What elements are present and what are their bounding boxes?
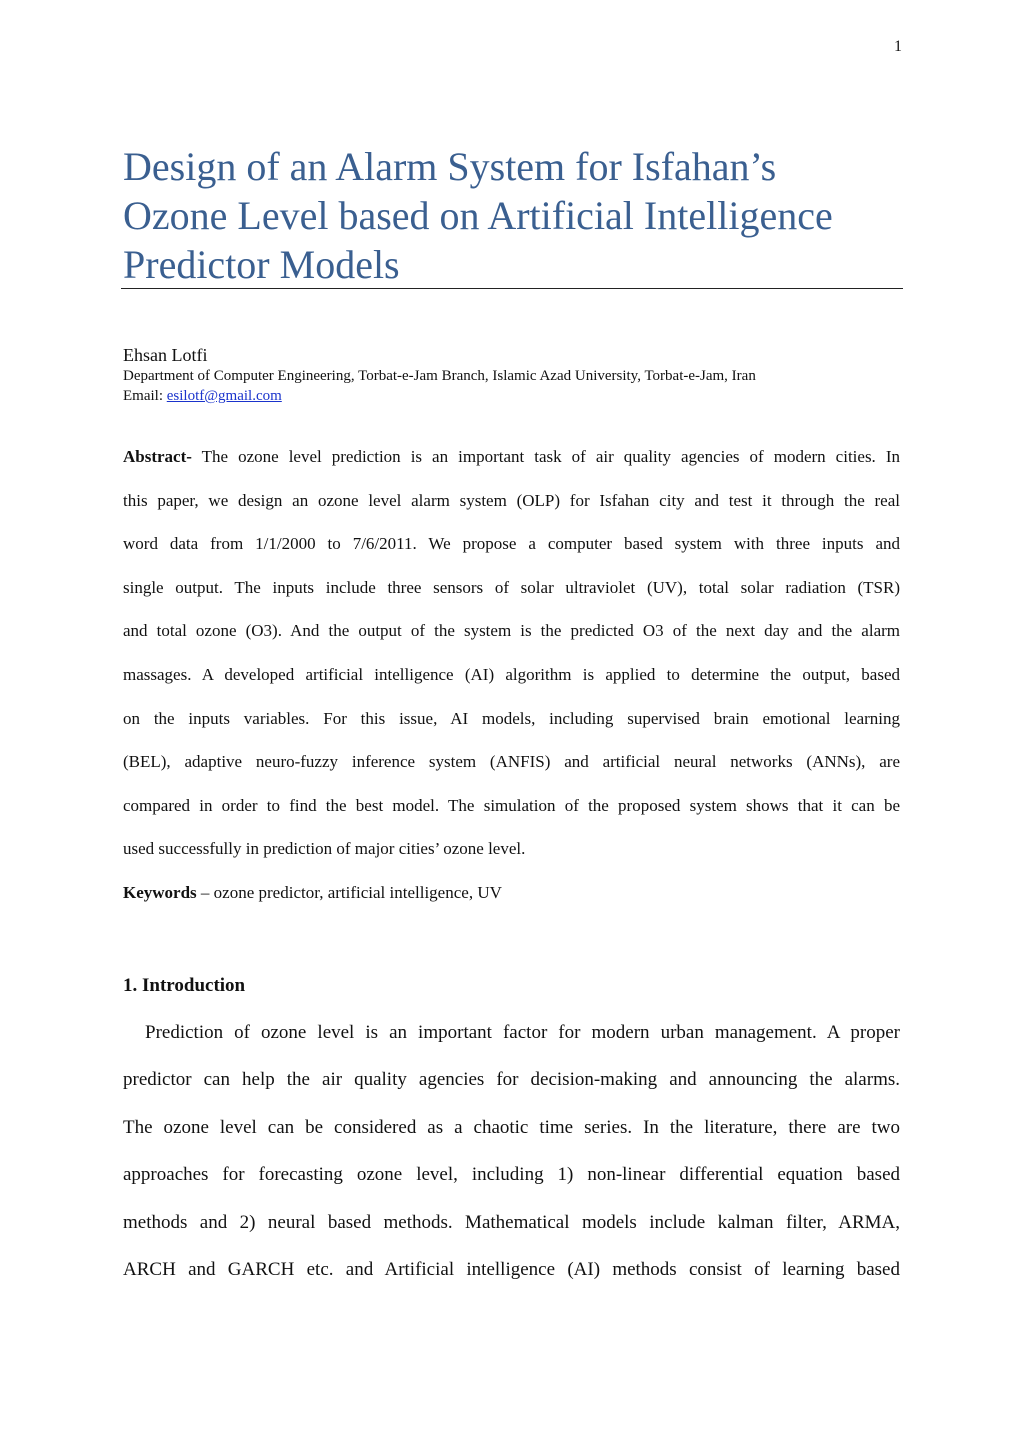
intro-line: methods and 2) neural based methods. Mathematical models include kalman filter, ARMA,: [123, 1211, 900, 1233]
email-label: Email:: [123, 388, 167, 404]
title-divider: [121, 288, 903, 289]
abstract-line: this paper, we design an ozone level alarm system (OLP) for Isfahan city and test it through the real: [123, 490, 900, 510]
abstract-line: massages. A developed artificial intelligence (AI) algorithm is applied to determine the output, based: [123, 664, 900, 684]
introduction-body: [123, 1016, 900, 1300]
intro-line: predictor can help the air quality agencies for decision-making and announcing the alarms.: [123, 1069, 900, 1091]
keywords-text: – ozone predictor, artificial intelligence, UV: [196, 883, 502, 902]
email-link[interactable]: esilotf@gmail.com: [166, 388, 282, 404]
keywords-label: Keywords: [123, 883, 197, 902]
author-affiliation: Department of Computer Engineering, Torbat-e-Jam Branch, Islamic Azad University, Torbat-e-Jam, Iran: [123, 368, 756, 384]
title-line: Design of an Alarm System for Isfahan’s: [123, 144, 777, 189]
intro-line: The ozone level can be considered as a chaotic time series. In the literature, there are two: [123, 1116, 900, 1138]
abstract-line: word data from 1/1/2000 to 7/6/2011. We propose a computer based system with three inputs and: [123, 534, 900, 554]
intro-line: Prediction of ozone level is an important factor for modern urban management. A proper: [145, 1022, 900, 1043]
page-number: 1: [894, 38, 902, 55]
intro-line: ARCH and GARCH etc. and Artificial intelligence (AI) methods consist of learning based: [123, 1258, 900, 1280]
abstract-text: The ozone level prediction is an important task of air quality agencies of modern cities. In: [191, 447, 900, 466]
author-name: Ehsan Lotfi: [123, 345, 208, 365]
abstract: [123, 442, 900, 878]
abstract-line: and total ozone (O3). And the output of the system is the predicted O3 of the next day and the alarm: [123, 621, 900, 641]
abstract-line: (BEL), adaptive neuro-fuzzy inference system (ANFIS) and artificial neural networks (ANNs), are: [123, 752, 900, 772]
intro-line: approaches for forecasting ozone level, including 1) non-linear differential equation based: [123, 1164, 900, 1186]
section-heading-introduction: 1. Introduction: [123, 975, 246, 996]
abstract-line: used successfully in prediction of major cities’ ozone level.: [123, 839, 526, 859]
title-line: Ozone Level based on Artificial Intelligence: [123, 193, 833, 238]
abstract-label: Abstract-: [123, 447, 192, 466]
keywords: [123, 878, 900, 908]
author-email-line: [123, 386, 903, 406]
abstract-line: single output. The inputs include three sensors of solar ultraviolet (UV), total solar radiation (TSR): [123, 577, 900, 597]
author-block: [123, 344, 903, 406]
paper-title: [123, 142, 903, 289]
abstract-line: on the inputs variables. For this issue, AI models, including supervised brain emotional learning: [123, 708, 900, 728]
abstract-line: compared in order to find the best model. The simulation of the proposed system shows that it can be: [123, 795, 900, 815]
abstract-line: [123, 442, 900, 486]
title-line: Predictor Models: [123, 242, 400, 287]
